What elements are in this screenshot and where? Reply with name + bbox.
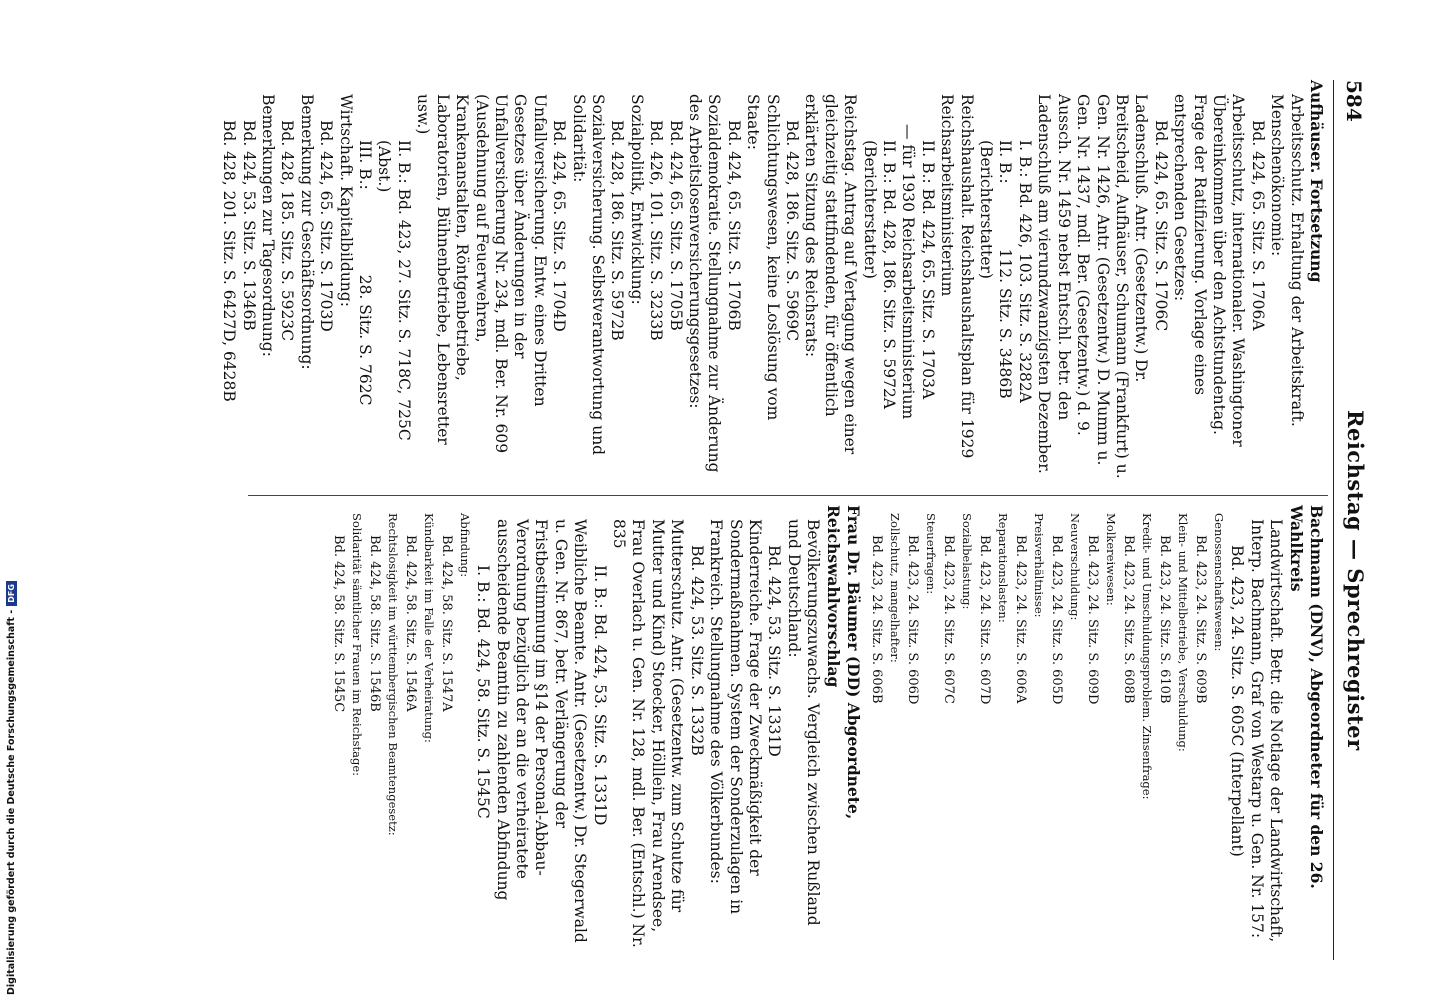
entry-ref: Bd. 424, 53. Sitz. S. 1346B	[239, 120, 258, 331]
entry-ref: Bd. 423, 24. Sitz. S. 605C (Interpellant)	[1228, 545, 1247, 857]
entry-ref: Bd. 424, 65. Sitz. S. 1704D	[550, 120, 569, 332]
entry-ref: I. B.: Bd. 424, 58. Sitz. S. 1545C	[474, 565, 493, 819]
entry-head: Bachmann (DNV), Abgeordneter für den 26. Wahlkreis	[1286, 505, 1326, 889]
entry: Wirtschaft. Kapitalbildung:	[336, 94, 355, 307]
subentry-ref: Bd. 423, 24. Sitz. S. 607D	[976, 535, 992, 705]
entry: Unfallversicherung. Entw. eines Dritten Gesetzes über Änderungen in der Unfallversicherung Nr. 234, mdl. Ber. Nr. 609 (Ausdehnung auf Feuerwehren, Krankenanstalten, Röntgenbetriebe, Laboratorien, Bühnenbetriebe, Lebensretter usw.)	[414, 94, 549, 454]
subentry: Abfindung:	[457, 513, 472, 578]
entry-ref: Bd. 428, 201. Sitz. S. 6427D, 6428B	[220, 120, 239, 402]
entry: Weibliche Beamte. Antr. (Gesetzentw.) Dr. Stegerwald u. Gen. Nr. 867, betr. Verlängerung der Fristbestimmung im §14 der Personal-Abbau-Verordnung bezüglich der an die verheiratete ausscheidende Beamtin zu zahlenden Abfindung	[493, 519, 590, 943]
right-column	[329, 505, 1326, 960]
entry-ref: Bd. 428, 186. Sitz. S. 5972B	[608, 120, 627, 341]
subentry: Steuerfragen:	[923, 513, 938, 595]
entry-head: Aufhäuser. Fortsetzung	[1307, 80, 1326, 283]
subentry: Neuverschuldung:	[1067, 513, 1082, 621]
entry-ref: Bd. 424, 65. Sitz. S. 1705B	[666, 120, 685, 331]
entry-ref: Bd. 428, 186. Sitz. S. 5969C	[783, 120, 802, 342]
subentry-ref: Bd. 424, 58. Sitz. S. 1545C	[330, 535, 346, 713]
subentry: Zollschutz, mangelhafter:	[887, 513, 902, 663]
entry: Sozialpolitik, Entwicklung:	[627, 94, 646, 305]
subentry-ref: Bd. 423, 24. Sitz. S. 606D	[904, 535, 920, 705]
left-column	[219, 80, 1326, 480]
column-divider	[248, 495, 1328, 496]
entry-ref: Bd. 428, 185. Sitz. S. 5923C	[278, 120, 297, 342]
subentry-ref: Bd. 424, 58. Sitz. S. 1546B	[366, 535, 382, 712]
subentry: Sozialbelastung:	[959, 513, 974, 610]
subentry-ref: Bd. 423, 24. Sitz. S. 605D	[1048, 535, 1064, 705]
page-number: 584	[1342, 80, 1366, 122]
entry-ref: II. B.: Bd. 423, 27. Sitz. S. 718C, 725C (Abst.)	[375, 140, 413, 441]
entry: Bemerkungen zur Tagesordnung:	[259, 94, 278, 357]
entry: Arbeitsschutz, internationaler. Washingtoner Übereinkommen über den Achtstundentag. Frage der Ratifizierung. Vorlage eines entsprechenden Gesetzes:	[1171, 94, 1248, 447]
entry: Sozialversicherung. Selbstverantwortung und Solidarität:	[569, 94, 607, 456]
subentry: Solidarität sämtlicher Frauen im Reichstage:	[349, 513, 364, 777]
entry-ref: Bd. 424, 65. Sitz. S. 1706C	[1151, 120, 1170, 332]
entry: Ladenschluß. Antr. (Gesetzentw.) Dr. Breitscheid, Aufhäuser, Schumann (Frankfurt) u. Gen. Nr. 1426, Antr. (Gesetzentw.) D. Mumm u. Gen. Nr. 1437, mdl. Ber. (Gesetzentw.) d. 9. Aussch. Nr. 1459 nebst Entschl. betr. den Ladenschluß am vierundzwanzigsten Dezember.	[1035, 94, 1151, 479]
entry: — für 1930 Reichsarbeitsministerium	[899, 124, 918, 420]
entry: Bevölkerungszuwachs. Vergleich zwischen Rußland und Deutschland:	[784, 519, 823, 926]
entry-ref: III. B.: 28. Sitz. S. 762C	[356, 140, 375, 406]
subentry-ref: Bd. 423, 24. Sitz. S. 610B	[1156, 535, 1172, 704]
subentry-ref: Bd. 423, 24. Sitz. S. 606B	[868, 535, 884, 704]
subentry: Preisverhältnisse:	[1031, 513, 1046, 618]
subentry: Kredit- und Umschuldungsproblem. Zinsenfrage:	[1139, 513, 1154, 800]
entry: Reichstag. Antrag auf Vertagung wegen einer gleichzeitig stattfindenden, für öffentlich erklärten Sitzung des Reichsrats:	[802, 94, 860, 455]
subentry: Reparationslasten:	[995, 513, 1010, 623]
subentry: Klein- und Mittelbetriebe, Verschuldung:	[1175, 513, 1190, 752]
entry: Kinderreiche. Frage der Zweckmäßigkeit der Sondermaßnahmen. System der Sonderzulagen in Frankreich. Stellungnahme des Völkerbundes:	[707, 519, 764, 915]
entry-ref: Bd. 424, 65. Sitz. S. 1703D	[317, 120, 336, 332]
subentry-ref: Bd. 423, 24. Sitz. S. 606A	[1012, 535, 1028, 704]
entry: Schlichtungswesen, keine Loslösung vom Staate:	[744, 94, 782, 421]
entry-ref: II. B.: 112. Sitz. S. 3486B (Berichterstatter)	[977, 140, 1015, 399]
entry-ref: II. B.: Bd. 424, 53. Sitz. S. 1331D	[590, 565, 609, 826]
entry-head: Frau Dr. Bäumer (DD) Abgeordnete, Reichswahlvorschlag	[823, 505, 863, 820]
page-header	[1334, 80, 1374, 960]
entry-ref: I. B.: Bd. 426, 103. Sitz. S. 3282A	[1015, 140, 1034, 403]
running-title: Reichstag — Sprechregister	[1343, 410, 1368, 751]
subentry-ref: Bd. 424, 58. Sitz. S. 1547A	[438, 535, 454, 712]
subentry: Rechtslosigkeit im württembergischen Beamtengesetz:	[385, 513, 400, 836]
subentry-ref: Bd. 423, 24. Sitz. S. 609D	[1084, 535, 1100, 705]
subentry-ref: Bd. 424, 58. Sitz. S. 1546A	[402, 535, 418, 712]
subentry: Molkereiwesen:	[1103, 513, 1118, 606]
entry: Landwirtschaft. Betr. die Notlage der Landwirtschaft, Interp. Bachmann, Graf von Westarp u. Gen. Nr. 157:	[1247, 519, 1286, 943]
entry-ref: Bd. 424, 65. Sitz. S. 1706A	[1248, 120, 1267, 331]
entry: Reichshaushalt. Reichshaushaltsplan für 1929 Reichsarbeitsministerium	[938, 94, 976, 459]
entry: Arbeitsschutz. Erhaltung der Arbeitskraft. Menschenökonomie:	[1268, 94, 1306, 427]
entry: Bemerkung zur Geschäftsordnung:	[297, 94, 316, 370]
entry-ref: Bd. 426, 101. Sitz. S. 3233B	[647, 120, 666, 341]
entry-ref: Bd. 424, 53. Sitz. S. 1331D	[765, 545, 784, 757]
entry: Mutterschutz. Antr. (Gesetzentw. zum Schutze für Mutter und Kind) Stoecker, Hölllein, Frau Arendsee, Frau Overlach u. Gen. Nr. 128, mdl. Ber. (Entschl.) Nr. 835	[610, 519, 687, 948]
entry-ref: Bd. 424, 65. Sitz. S. 1706B	[724, 120, 743, 331]
entry-ref: II. B.: Bd. 424, 65. Sitz. S. 1703A	[918, 140, 937, 400]
subentry: Genossenschaftswesen:	[1211, 513, 1226, 652]
subentry-ref: Bd. 423, 24. Sitz. S. 607C	[940, 535, 956, 704]
digitization-credit: Digitalisierung gefördert durch die Deutsche Forschungsgemeinschaft -DFG	[6, 581, 17, 995]
header-rule	[1333, 80, 1334, 960]
subentry: Kündbarkeit im Falle der Verheiratung:	[421, 513, 436, 743]
entry-ref: Bd. 424, 53. Sitz. S. 1332B	[687, 545, 706, 756]
subentry-ref: Bd. 423, 24. Sitz. S. 608B	[1120, 535, 1136, 704]
dfg-logo: DFG	[6, 581, 17, 606]
subentry-ref: Bd. 423, 24. Sitz. S. 609B	[1192, 535, 1208, 704]
entry: Sozialdemokratie. Stellungnahme zur Änderung des Arbeitslosenversicherungsgesetzes:	[686, 94, 724, 473]
entry-ref: II. B.: Bd. 428, 186. Sitz. S. 5972A (Berichterstatter)	[860, 140, 899, 409]
